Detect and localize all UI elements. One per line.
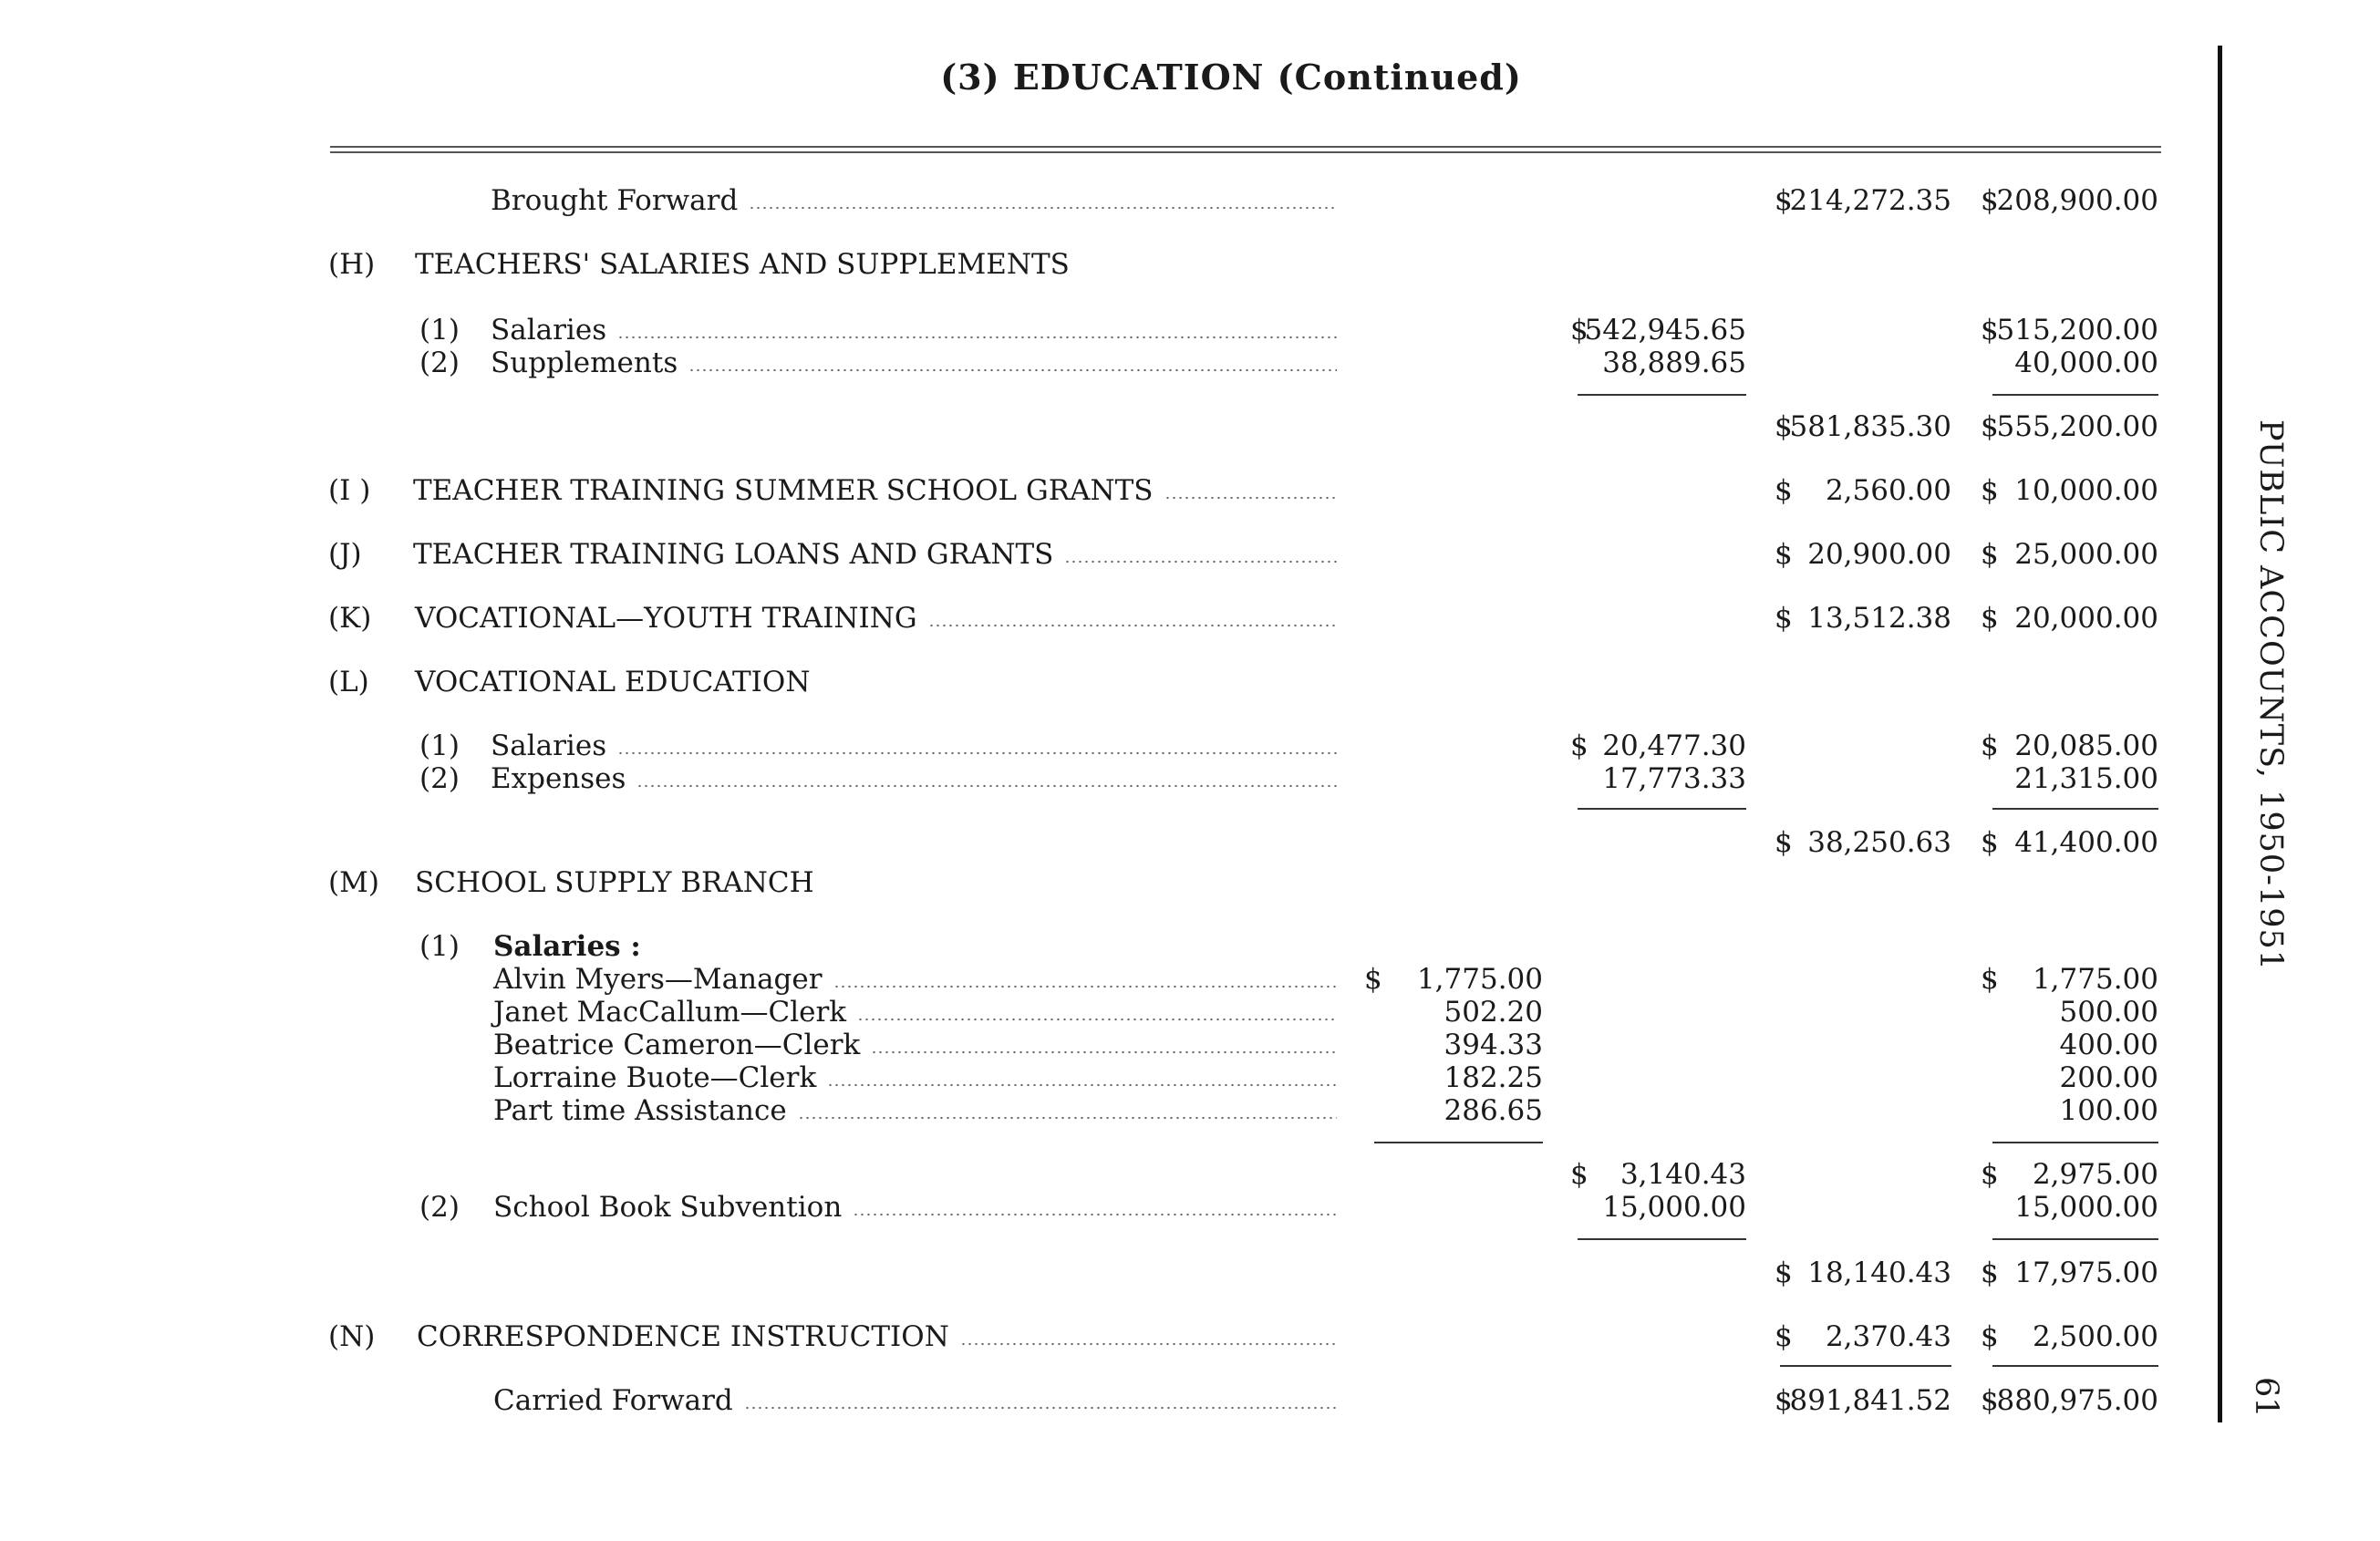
item-number: (1): [419, 930, 460, 963]
leader-dots: [1164, 496, 1337, 500]
dollar-sign: $: [1775, 1257, 1793, 1289]
amount-col4: 581,835.30: [1789, 410, 1951, 443]
item-number: (2): [419, 1191, 460, 1224]
row-label: Alvin Myers—Manager: [493, 963, 823, 996]
amount-col3: 38,889.65: [1602, 346, 1746, 379]
leader-dots: [1064, 560, 1337, 564]
dollar-sign: $: [1775, 826, 1793, 859]
amount-col4: 891,841.52: [1789, 1384, 1951, 1417]
table-row: [0, 600, 2189, 636]
sum-underline: [1992, 394, 2158, 396]
amount-col4: 214,272.35: [1789, 184, 1951, 217]
amount-col5: 21,315.00: [2014, 762, 2158, 795]
dollar-sign: $: [1775, 602, 1793, 635]
amount-col3: 17,773.33: [1602, 762, 1746, 795]
row-label: Beatrice Cameron—Clerk: [493, 1029, 861, 1061]
table-row: [0, 1319, 2189, 1355]
sum-underline: [1780, 1365, 1951, 1367]
row-label: Salaries: [491, 314, 607, 346]
amount-col5: 515,200.00: [1996, 314, 2158, 346]
dollar-sign: $: [1570, 1158, 1588, 1191]
amount-col4: 38,250.63: [1807, 826, 1951, 859]
table-row: [0, 536, 2189, 573]
table-row: [0, 409, 2189, 445]
amount-col3: 20,477.30: [1602, 729, 1746, 762]
amount-col5: 41,400.00: [2014, 826, 2158, 859]
table-row: [0, 1092, 2189, 1129]
amount-col4: 18,140.43: [1807, 1257, 1951, 1289]
leader-dots: [853, 1213, 1337, 1216]
section-code: (I ): [328, 474, 371, 507]
leader-dots: [827, 1083, 1337, 1087]
amount-col5: 500.00: [2059, 996, 2158, 1029]
table-row: [0, 1027, 2189, 1063]
amount-col4: 13,512.38: [1807, 602, 1951, 635]
table-row: [0, 1156, 2189, 1193]
row-label: Salaries: [491, 729, 607, 762]
amount-col2: 502.20: [1444, 996, 1543, 1029]
leader-dots: [749, 206, 1337, 210]
dollar-sign: $: [1570, 729, 1588, 762]
row-label: Janet MacCallum—Clerk: [493, 996, 847, 1029]
table-row: [0, 928, 2189, 965]
sum-underline: [1578, 1238, 1746, 1240]
row-label: SCHOOL SUPPLY BRANCH: [415, 866, 814, 899]
item-number: (1): [419, 729, 460, 762]
table-row: [0, 246, 2189, 283]
row-label: School Book Subvention: [493, 1191, 843, 1224]
amount-col5: 2,975.00: [2032, 1158, 2158, 1191]
dollar-sign: $: [1775, 538, 1793, 571]
leader-dots: [688, 368, 1337, 372]
row-label: TEACHER TRAINING SUMMER SCHOOL GRANTS: [413, 474, 1154, 507]
amount-col4: 2,370.43: [1825, 1320, 1951, 1353]
amount-col5: 15,000.00: [2014, 1191, 2158, 1224]
leader-dots: [798, 1116, 1337, 1120]
amount-col5: 17,975.00: [2014, 1257, 2158, 1289]
dollar-sign: $: [1775, 1384, 1793, 1417]
table-row: [0, 1060, 2189, 1096]
dollar-sign: $: [1364, 963, 1382, 996]
table-row: [0, 864, 2189, 901]
dollar-sign: $: [1570, 314, 1588, 346]
row-label: CORRESPONDENCE INSTRUCTION: [417, 1320, 949, 1353]
dollar-sign: $: [1775, 474, 1793, 507]
table-row: [0, 1189, 2189, 1226]
section-code: (N): [328, 1320, 376, 1353]
amount-col5: 20,000.00: [2014, 602, 2158, 635]
dollar-sign: $: [1981, 184, 1999, 217]
table-row: [0, 760, 2189, 797]
dollar-sign: $: [1981, 963, 1999, 996]
amount-col5: 100.00: [2059, 1094, 2158, 1127]
leader-dots: [857, 1018, 1337, 1021]
section-code: (M): [328, 866, 379, 899]
dollar-sign: $: [1981, 602, 1999, 635]
sum-underline: [1992, 1365, 2158, 1367]
section-code: (K): [328, 602, 372, 635]
table-row: [0, 1382, 2189, 1419]
leader-dots: [636, 784, 1337, 788]
amount-col5: 2,500.00: [2032, 1320, 2158, 1353]
sum-underline: [1992, 1238, 2158, 1240]
amount-col5: 40,000.00: [2014, 346, 2158, 379]
table-row: [0, 994, 2189, 1030]
amount-col2: 1,775.00: [1416, 963, 1543, 996]
table-row: [0, 664, 2189, 700]
section-code: (J): [328, 538, 362, 571]
dollar-sign: $: [1981, 826, 1999, 859]
item-number: (1): [419, 314, 460, 346]
row-label: TEACHERS' SALARIES AND SUPPLEMENTS: [415, 248, 1070, 281]
table-row: [0, 182, 2189, 219]
row-label: Brought Forward: [491, 184, 739, 217]
page-number: 61: [2248, 1377, 2284, 1418]
row-label: VOCATIONAL—YOUTH TRAINING: [415, 602, 917, 635]
table-row: [0, 312, 2189, 348]
page-title: (3) EDUCATION (Continued): [940, 57, 1522, 98]
dollar-sign: $: [1775, 1320, 1793, 1353]
amount-col5: 880,975.00: [1996, 1384, 2158, 1417]
amount-col3: 15,000.00: [1602, 1191, 1746, 1224]
dollar-sign: $: [1981, 410, 1999, 443]
amount-col4: 2,560.00: [1825, 474, 1951, 507]
dollar-sign: $: [1981, 1257, 1999, 1289]
leader-dots: [617, 751, 1337, 755]
amount-col5: 10,000.00: [2014, 474, 2158, 507]
dollar-sign: $: [1981, 538, 1999, 571]
row-label: Expenses: [491, 762, 626, 795]
section-code: (H): [328, 248, 376, 281]
row-label: TEACHER TRAINING LOANS AND GRANTS: [413, 538, 1054, 571]
running-title: PUBLIC ACCOUNTS, 1950-1951: [2252, 419, 2289, 972]
dollar-sign: $: [1981, 1320, 1999, 1353]
amount-col5: 208,900.00: [1996, 184, 2158, 217]
sum-underline: [1578, 808, 1746, 810]
table-row: [0, 345, 2189, 381]
row-label: Lorraine Buote—Clerk: [493, 1061, 817, 1094]
amount-col5: 400.00: [2059, 1029, 2158, 1061]
leader-dots: [960, 1342, 1337, 1346]
dollar-sign: $: [1775, 410, 1793, 443]
header-rule: [330, 146, 2161, 148]
right-margin-rule: [2218, 46, 2222, 1422]
dollar-sign: $: [1775, 184, 1793, 217]
row-label: Supplements: [491, 346, 678, 379]
row-label: Part time Assistance: [493, 1094, 787, 1127]
amount-col2: 394.33: [1444, 1029, 1543, 1061]
sum-underline: [1992, 1142, 2158, 1143]
amount-col5: 25,000.00: [2014, 538, 2158, 571]
dollar-sign: $: [1981, 1158, 1999, 1191]
sum-underline: [1992, 808, 2158, 810]
row-label: Carried Forward: [493, 1384, 733, 1417]
table-row: [0, 472, 2189, 509]
amount-col5: 20,085.00: [2014, 729, 2158, 762]
sum-underline: [1578, 394, 1746, 396]
amount-col3: 542,945.65: [1584, 314, 1746, 346]
leader-dots: [744, 1406, 1337, 1410]
leader-dots: [833, 985, 1337, 988]
leader-dots: [617, 336, 1337, 339]
header-rule: [330, 151, 2161, 153]
table-row: [0, 824, 2189, 861]
item-number: (2): [419, 762, 460, 795]
dollar-sign: $: [1981, 314, 1999, 346]
leader-dots: [928, 624, 1337, 627]
table-row: [0, 961, 2189, 998]
amount-col2: 286.65: [1444, 1094, 1543, 1127]
leader-dots: [871, 1050, 1337, 1054]
amount-col4: 20,900.00: [1807, 538, 1951, 571]
amount-col3: 3,140.43: [1619, 1158, 1746, 1191]
sum-underline: [1374, 1142, 1543, 1143]
dollar-sign: $: [1981, 474, 1999, 507]
amount-col5: 1,775.00: [2032, 963, 2158, 996]
dollar-sign: $: [1981, 1384, 1999, 1417]
item-number: (2): [419, 346, 460, 379]
amount-col5: 555,200.00: [1996, 410, 2158, 443]
table-row: [0, 728, 2189, 764]
row-label: Salaries :: [493, 930, 641, 963]
amount-col5: 200.00: [2059, 1061, 2158, 1094]
section-code: (L): [328, 666, 369, 698]
amount-col2: 182.25: [1444, 1061, 1543, 1094]
row-label: VOCATIONAL EDUCATION: [415, 666, 811, 698]
dollar-sign: $: [1981, 729, 1999, 762]
table-row: [0, 1255, 2189, 1291]
